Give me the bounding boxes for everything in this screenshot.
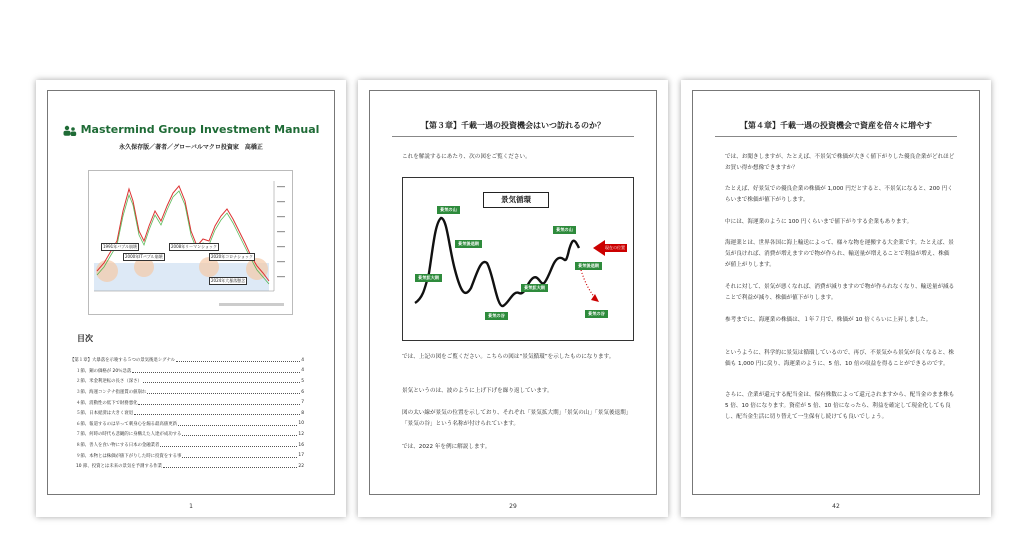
toc-row[interactable] [70, 397, 304, 408]
manual-title-text: Mastermind Group Investment Manual [80, 123, 320, 136]
toc-text: ３節、海運コンテナ指運賃の値崩れ [76, 390, 147, 396]
toc-row[interactable] [70, 429, 304, 440]
toc-text: ７節、何時の時代も悲観的に身構えた人達が成功する [76, 432, 182, 438]
chart-label-2008: 2008年リーマンショック [171, 244, 217, 249]
page-number: 1 [189, 503, 193, 510]
toc-text: １節、銅の価格が 20％急落 [76, 368, 132, 374]
page-number: 42 [832, 503, 840, 510]
manual-page-1 [36, 80, 346, 517]
toc-row[interactable] [70, 387, 304, 398]
body-paragraph: 景気というのは、波のように上げ下げを繰り返しています。 [402, 388, 553, 394]
body-paragraph: 海運業とは、世界各国に海上輸送によって、様々な物を運搬する大企業です。たとえば、景気が良ければ、消費が増えますので物が作られ、輸送量が増えることで利益が増え、株価が値上がりします。 [725, 240, 954, 268]
toc-text: 【第１章】大暴落を示唆する５つの景気後退シグナル [70, 358, 176, 364]
toc-text: ９節、本物とは株価が値下がりした時に投資をする事 [76, 453, 182, 459]
heading-underline [392, 136, 634, 137]
manual-page-42 [681, 80, 991, 517]
body-paragraph: では、2022 年を例に解説します。 [402, 444, 491, 450]
body-paragraph: では、お聞きしますが、たとえば、不景気で株価が大きく値下がりした優良企業がどれほどお買い得か想像できますか？ [725, 154, 955, 171]
diagram-title: 景気循環 [483, 192, 549, 208]
toc-page: 7 [301, 400, 304, 406]
group-people-icon [63, 125, 77, 136]
toc-row[interactable] [70, 440, 304, 451]
toc-row[interactable] [70, 376, 304, 387]
toc-heading: 目次 [77, 334, 93, 343]
table-of-contents [70, 355, 304, 472]
body-paragraph: 図の太い線が景気の位置を示しており、それぞれ「景気拡大期」「景気の山」「景気後退期」「景気の谷」という名称が付けられています。 [402, 410, 632, 427]
chart-label-2000: 2000年ITバブル崩壊 [125, 254, 163, 259]
label-mountain-2: 景気の山 [553, 226, 576, 234]
toc-text: ４節、消動性の低下で財務悪化 [76, 400, 138, 406]
toc-page: 6 [301, 389, 304, 395]
label-expansion-2: 景気拡大期 [521, 284, 548, 292]
manual-title [36, 123, 346, 136]
toc-row[interactable] [70, 408, 304, 419]
toc-row[interactable] [70, 450, 304, 461]
label-valley-1: 景気の谷 [485, 312, 508, 320]
label-recession-1: 景気後退期 [455, 240, 482, 248]
body-paragraph: それに対して、景気が悪くなれば、消費が減りますので物が作られなくなり、輸送量が減ることで利益が減り、株価が値下がりします。 [725, 284, 955, 301]
stock-history-chart [88, 170, 293, 315]
label-current-position: 現在の位置 [605, 245, 625, 250]
body-paragraph: 参考までに、海運業の株価は、１年７月で、株価が 10 倍くらいに上昇しました。 [725, 317, 932, 323]
page-number: 29 [509, 503, 517, 510]
chart-label-2024: 2024年大暴落懸念 [211, 278, 246, 283]
toc-page: 4 [301, 368, 304, 374]
label-valley-2: 景気の谷 [585, 310, 608, 318]
business-cycle-diagram [402, 177, 634, 341]
toc-text: ２節、米金利逆転の長さ（深さ） [76, 379, 142, 385]
toc-text: ８節、善人を食い物にする日本の金融業者 [76, 443, 160, 449]
body-paragraph: というように、科学的に景気は循環しているので、再び、不景気から景気が良くなると、株価も 1,000 円に戻り、海運業のように、5 倍、10 倍の収益を得ることができるのです。 [725, 350, 955, 367]
toc-row[interactable] [70, 366, 304, 377]
label-mountain-1: 景気の山 [437, 206, 460, 214]
toc-page: 5 [301, 378, 304, 384]
heading-underline [715, 136, 957, 137]
body-paragraph: では、上記の図をご覧ください。こちらの図は“景気循環”を示したものになります。 [402, 354, 615, 360]
intro-paragraph: これを解説するにあたり、次の図をご覧ください。 [402, 154, 531, 160]
toc-text: ５節、日本経済は大きく衰退 [76, 411, 134, 417]
manual-page-29 [358, 80, 668, 517]
label-recession-2: 景気後退期 [575, 262, 602, 270]
body-paragraph: 中には、海運業のように 100 円くらいまで値下がりする企業もあります。 [725, 219, 913, 225]
toc-page: 22 [298, 463, 304, 469]
manual-subtitle: 永久保存版／著者／グローバルマクロ投資家 高橋正 [119, 144, 263, 151]
toc-row[interactable] [70, 461, 304, 472]
chart-label-2020: 2020年コロナショック [211, 254, 254, 259]
body-paragraph: たとえば、好景気での優良企業の株価が 1,000 円だとすると、不景気になると、200 円くらいまで株価が値下がりします。 [725, 186, 953, 203]
toc-page: 10 [298, 421, 304, 427]
toc-row[interactable] [70, 419, 304, 430]
toc-row[interactable] [70, 355, 304, 366]
toc-page: 12 [298, 431, 304, 437]
toc-page: 4 [301, 357, 304, 363]
toc-page: 16 [298, 442, 304, 448]
chart-label-1991: 1991年バブル崩壊 [103, 244, 138, 249]
chapter-heading: 【第４章】千載一遇の投資機会で資産を倍々に増やす [740, 121, 932, 130]
toc-text: 10 節、投資とは未来の景気を予測する作業 [76, 464, 163, 470]
body-paragraph: さらに、企業が還元する配当金は、保有株数によって還元されますから、配当金のまま株も 5 倍、10 倍になります。資産が 5 倍、10 倍になったら、利益を確定して現金化しても良し、配当金生活に切り替えて一生保有し続けても良いでしょう。 [725, 392, 955, 420]
toc-text: ６節、報道するのは早って刺身心を煽る最高値更新 [76, 421, 177, 427]
toc-page: 17 [298, 453, 304, 459]
label-expansion-1: 景気拡大期 [415, 274, 442, 282]
chapter-heading: 【第３章】千載一遇の投資機会はいつ訪れるのか？ [421, 121, 605, 130]
toc-page: 8 [301, 410, 304, 416]
